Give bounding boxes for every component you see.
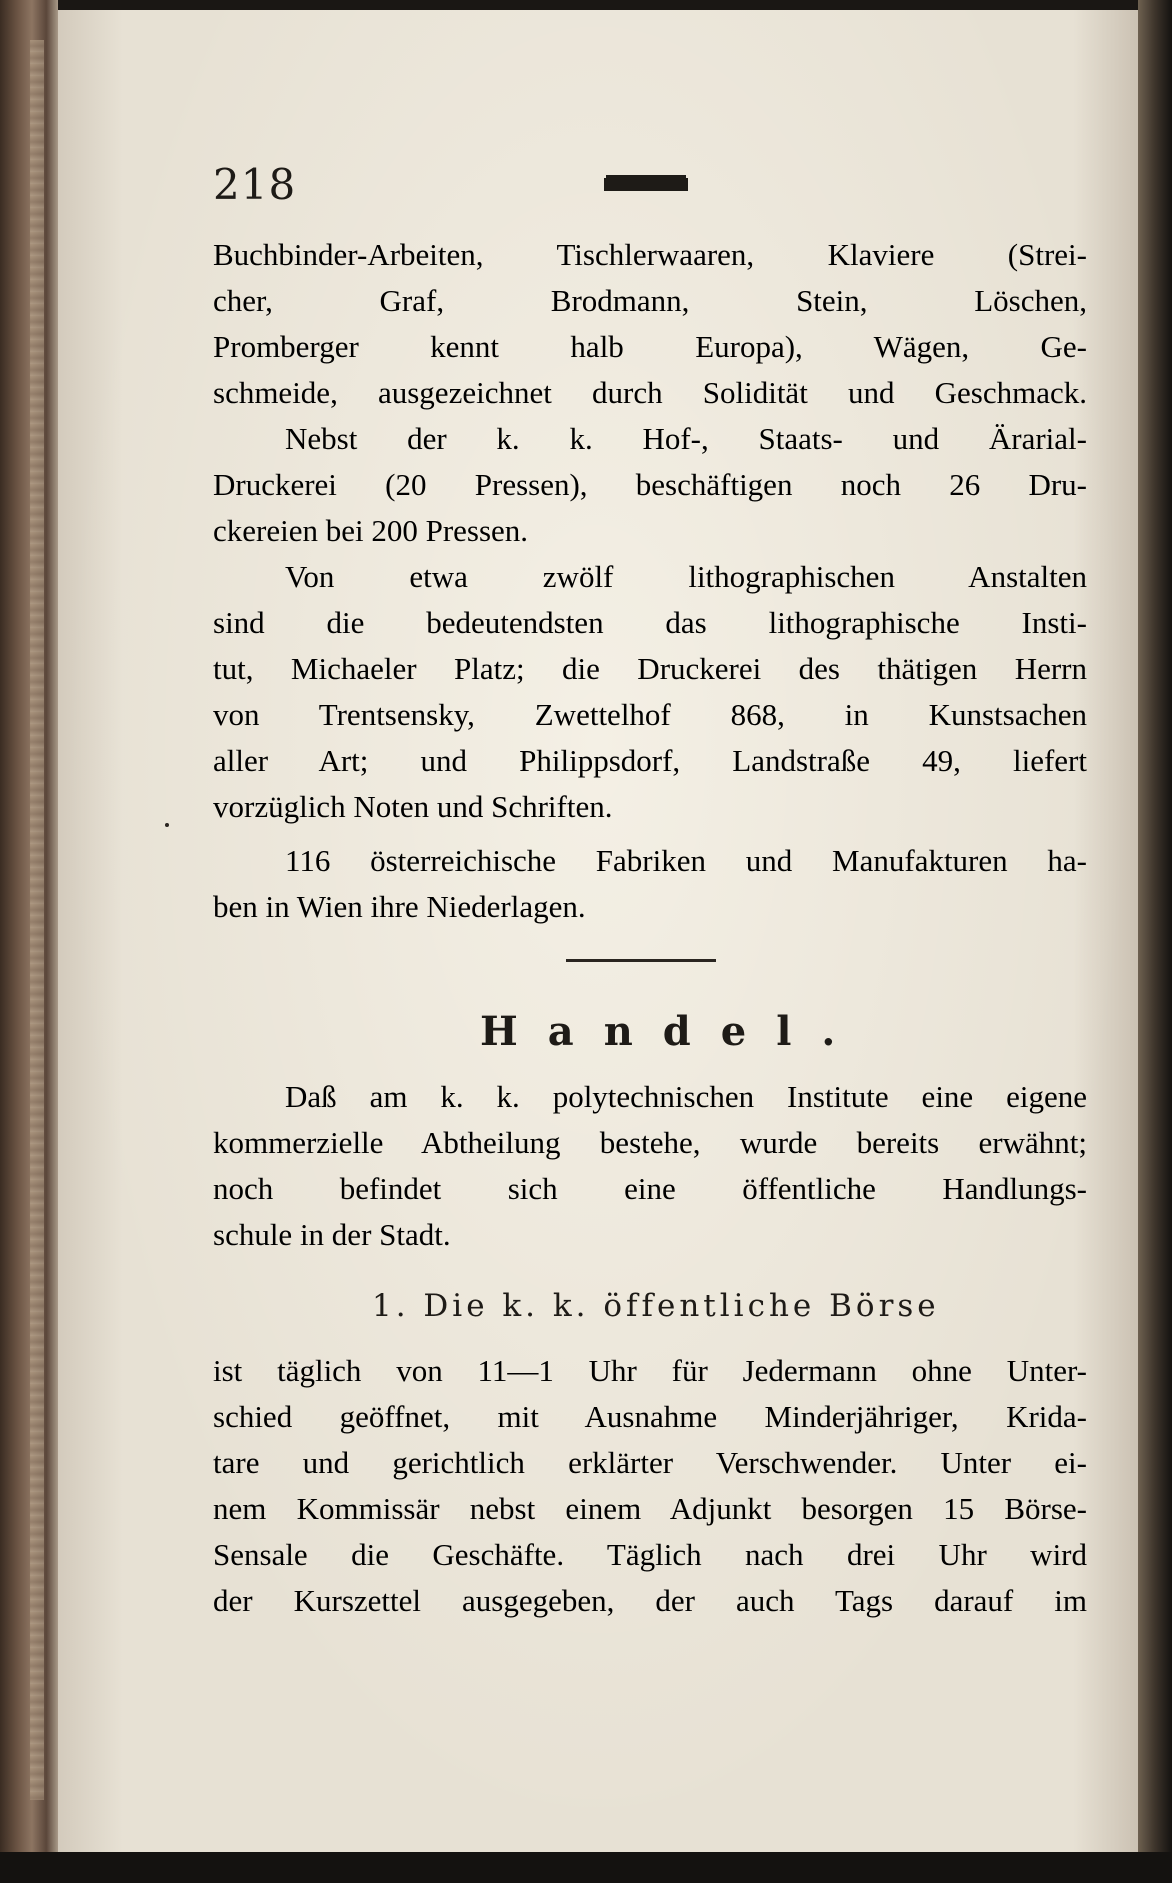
body-line: von Trentsensky, Zwettelhof 868, in Kunstsachen bbox=[213, 697, 1087, 732]
body-line: Buchbinder-Arbeiten, Tischlerwaaren, Klaviere (Strei- bbox=[213, 237, 1087, 272]
header-rule bbox=[604, 178, 688, 191]
sub-line: tare und gerichtlich erklärter Verschwender. Unter ei- bbox=[213, 1445, 1087, 1480]
section-line: Daß am k. k. polytechnischen Institute eine eigene bbox=[285, 1079, 1087, 1114]
binding-texture bbox=[30, 40, 44, 1800]
section-line: schule in der Stadt. bbox=[213, 1217, 451, 1252]
body-line: ckereien bei 200 Pressen. bbox=[213, 513, 529, 548]
section-heading: Handel. bbox=[480, 1008, 866, 1055]
section-divider bbox=[566, 959, 716, 962]
body-line: tut, Michaeler Platz; die Druckerei des thätigen Herrn bbox=[213, 651, 1087, 686]
page-edge-bottom bbox=[0, 1852, 1172, 1883]
book-binding bbox=[0, 0, 58, 1883]
sub-line: ist täglich von 11—1 Uhr für Jedermann ohne Unter- bbox=[213, 1353, 1087, 1388]
body-line: 116 österreichische Fabriken und Manufakturen ha- bbox=[285, 843, 1087, 878]
section-line: kommerzielle Abtheilung bestehe, wurde bereits erwähnt; bbox=[213, 1125, 1087, 1160]
sub-line: nem Kommissär nebst einem Adjunkt besorgen 15 Börse- bbox=[213, 1491, 1087, 1526]
sub-line: Sensale die Geschäfte. Täglich nach drei Uhr wird bbox=[213, 1537, 1087, 1572]
page-edge-right bbox=[1138, 0, 1172, 1883]
section-line: noch befindet sich eine öffentliche Handlungs- bbox=[213, 1171, 1087, 1206]
body-line: vorzüglich Noten und Schriften. bbox=[213, 789, 613, 824]
body-line: Von etwa zwölf lithographischen Anstalten bbox=[285, 559, 1087, 594]
ink-speck bbox=[165, 823, 169, 827]
body-line: Promberger kennt halb Europa), Wägen, Ge- bbox=[213, 329, 1087, 364]
body-line: cher, Graf, Brodmann, Stein, Löschen, bbox=[213, 283, 1087, 318]
body-line: ben in Wien ihre Niederlagen. bbox=[213, 889, 586, 924]
sub-line: der Kurszettel ausgegeben, der auch Tags darauf im bbox=[213, 1583, 1087, 1618]
body-line: Nebst der k. k. Hof-, Staats- und Ärarial- bbox=[285, 421, 1087, 456]
body-line: aller Art; und Philippsdorf, Landstraße 49, liefert bbox=[213, 743, 1087, 778]
body-line: sind die bedeutendsten das lithographische Insti- bbox=[213, 605, 1087, 640]
sub-line: schied geöffnet, mit Ausnahme Minderjähriger, Krida- bbox=[213, 1399, 1087, 1434]
sub-heading: 1. Die k. k. öffentliche Börse bbox=[372, 1288, 940, 1324]
body-line: Druckerei (20 Pressen), beschäftigen noch 26 Dru- bbox=[213, 467, 1087, 502]
body-line: schmeide, ausgezeichnet durch Solidität und Geschmack. bbox=[213, 375, 1087, 410]
page-number: 218 bbox=[213, 160, 297, 209]
